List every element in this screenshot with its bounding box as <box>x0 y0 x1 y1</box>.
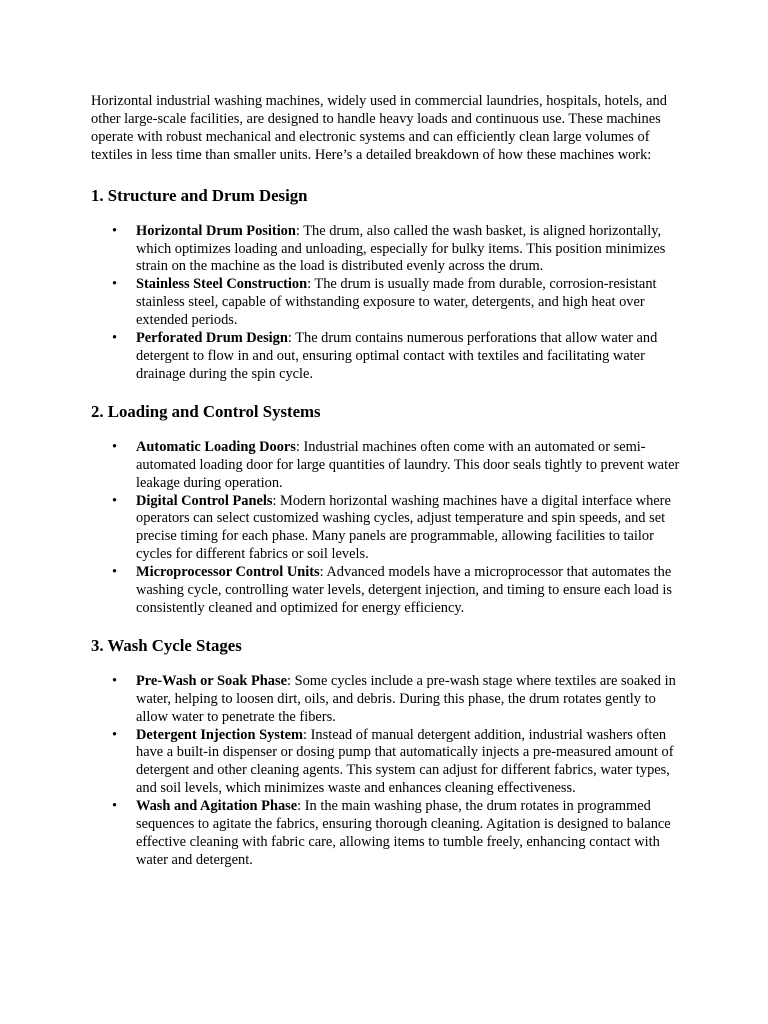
intro-paragraph: Horizontal industrial washing machines, widely used in commercial laundries, hospitals, hotels, and other large-scale facilities, are designed to handle heavy loads and continuous use. These machines operate with robust mechanical and electronic systems and can efficiently clean large volumes of textiles in less time than smaller units. Here’s a detailed breakdown of how these machines work: <box>91 93 667 163</box>
item-term: Automatic Loading Doors <box>136 438 296 455</box>
bullet-icon: • <box>112 222 118 239</box>
item-text: : The drum is usually made from durable, corrosion-resistant stainless steel, capable of withstanding exposure to water, detergents, and high heat over extended periods. <box>136 276 657 329</box>
section-list-loading <box>91 439 681 618</box>
list-item <box>112 798 681 870</box>
item-term: Horizontal Drum Position <box>136 222 296 239</box>
item-term: Wash and Agitation Phase <box>136 798 298 815</box>
bullet-icon: • <box>112 492 118 509</box>
list-item <box>112 492 681 565</box>
document-page <box>91 93 681 870</box>
list-item <box>112 672 681 727</box>
list-item <box>112 222 681 277</box>
section-list-wash-cycle <box>91 673 681 870</box>
item-term: Pre-Wash or Soak Phase <box>136 672 287 689</box>
list-item <box>112 564 681 618</box>
section-heading-wash-cycle: 3. Wash Cycle Stages <box>91 635 242 655</box>
item-text: : The drum, also called the wash basket, is aligned horizontally, which optimizes loading and unloading, especially for bulky items. This position minimizes strain on the machine as the load is distributed evenly across the drum. <box>136 222 666 275</box>
bullet-icon: • <box>112 672 118 689</box>
list-item <box>112 330 681 384</box>
bullet-icon: • <box>112 438 118 455</box>
list-item <box>112 726 681 799</box>
item-text: : The drum contains numerous perforations that allow water and detergent to flow in and out, ensuring optimal contact with textiles and facilitating water drainage during the spin cycle. <box>136 330 658 382</box>
bullet-icon: • <box>112 798 118 815</box>
item-term: Stainless Steel Construction <box>136 276 308 293</box>
bullet-icon: • <box>112 726 118 743</box>
section-heading-loading: 2. Loading and Control Systems <box>91 401 321 421</box>
section-list-structure <box>91 223 681 384</box>
list-item <box>112 276 681 330</box>
list-item <box>112 438 681 493</box>
item-text: : Instead of manual detergent addition, industrial washers often have a built-in dispenser or dosing pump that automatically injects a pre-measured amount of detergent and other cleaning agents. This system can adjust for different fabrics, water types, and soil levels, which minimizes waste and enhances cleaning effectiveness. <box>136 726 674 797</box>
item-term: Microprocessor Control Units <box>136 564 320 581</box>
item-text: : In the main washing phase, the drum rotates in programmed sequences to agitate the fabrics, ensuring thorough cleaning. Agitation is designed to balance effective cleaning with fabric care, allowing items to tumble freely, enhancing contact with water and detergent. <box>136 798 671 868</box>
bullet-icon: • <box>112 564 118 581</box>
item-text: : Modern horizontal washing machines have a digital interface where operators can select customized washing cycles, adjust temperature and spin speeds, and set precise timing for each phase. Many panels are programmable, allowing facilities to tailor cycles for different fabrics or soil levels. <box>136 492 671 563</box>
bullet-icon: • <box>112 276 118 293</box>
item-term: Perforated Drum Design <box>136 330 288 347</box>
item-term: Digital Control Panels <box>136 492 273 509</box>
item-text: : Industrial machines often come with an automated or semi-automated loading door for large quantities of laundry. This door seals tightly to prevent water leakage during operation. <box>136 438 680 491</box>
section-heading-structure: 1. Structure and Drum Design <box>91 185 308 205</box>
bullet-icon: • <box>112 330 118 347</box>
item-text: : Some cycles include a pre-wash stage where textiles are soaked in water, helping to loosen dirt, oils, and debris. During this phase, the drum rotates gently to allow water to penetrate the fibers. <box>136 672 676 725</box>
item-term: Detergent Injection System <box>136 726 304 743</box>
item-text: : Advanced models have a microprocessor that automates the washing cycle, controlling water levels, detergent injection, and timing to ensure each load is consistently cleaned and optimized for energy efficiency. <box>136 564 673 616</box>
